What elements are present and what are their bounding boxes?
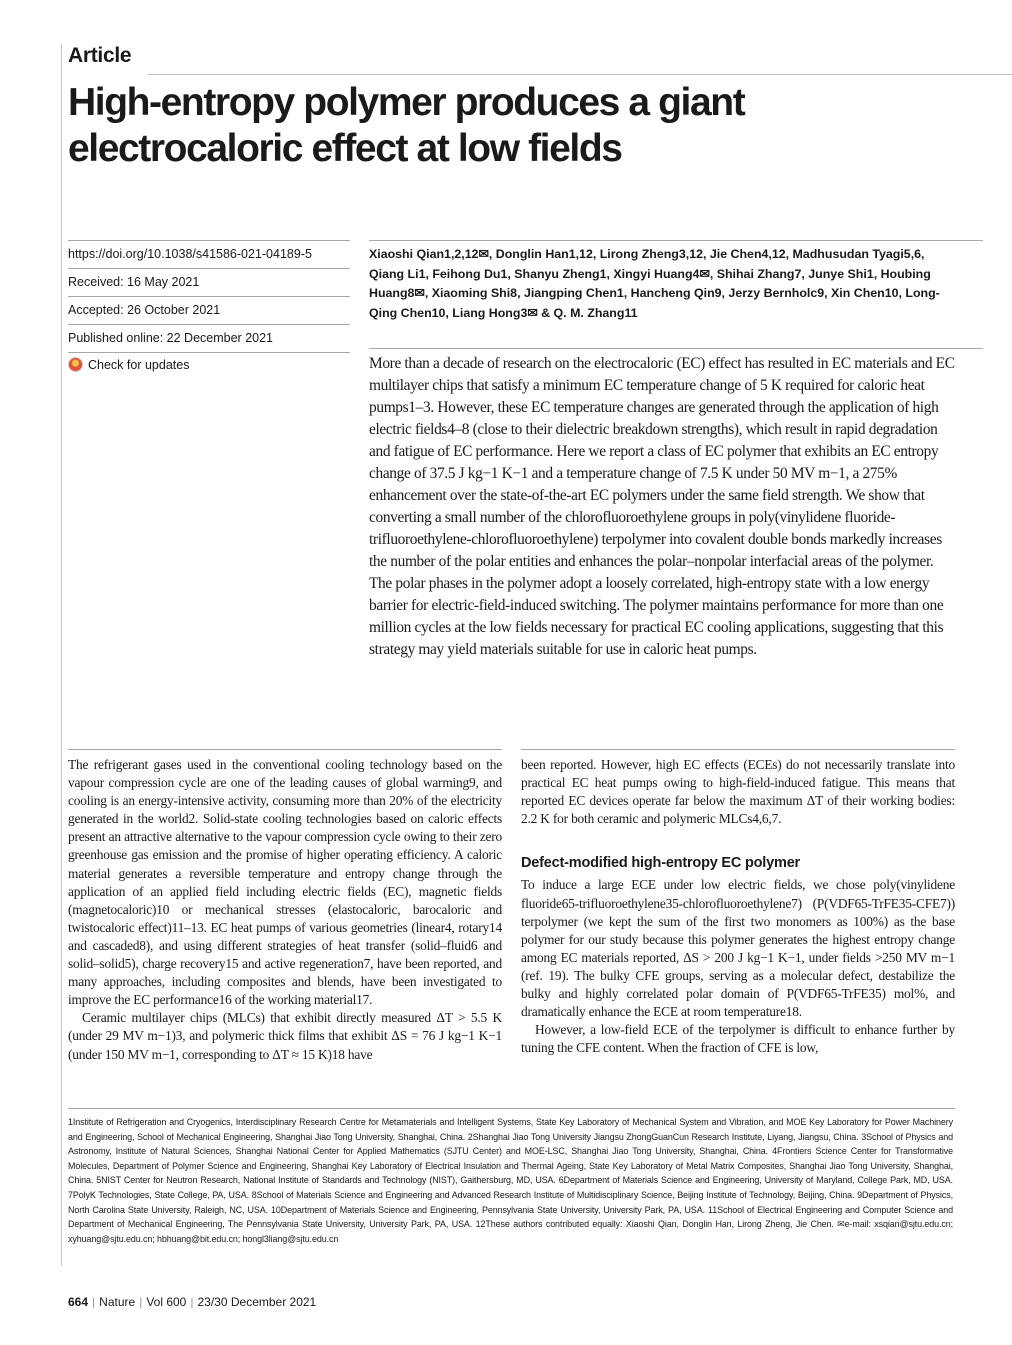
check-for-updates-label: Check for updates — [88, 357, 190, 372]
article-type-label: Article — [68, 44, 132, 67]
accepted-date: Accepted: 26 October 2021 — [68, 296, 350, 324]
header-rule — [148, 74, 1012, 75]
journal-name: Nature — [99, 1295, 136, 1309]
article-title: High-entropy polymer produces a giant electrocaloric effect at low fields — [68, 81, 745, 170]
column-rule-left — [68, 749, 502, 750]
body-paragraph: The refrigerant gases used in the conventional cooling technology based on the vapour compression cycle are one of the leading causes of global warming9, and cooling is an energy-intensive activity, consuming more than 20% of the electricity generated in the world2. Solid-state cooling technologies based on caloric effects present an attractive alternative to the vapour compression cycle owing to their zero greenhouse gas emission and the promise of higher operating efficiency. A caloric material generates a reversible temperature and entropy change through the application of an applied field including electric fields (EC), magnetic fields (magnetocaloric)10 or mechanical stresses (elastocaloric, barocaloric and twistocaloric effect)11–13. EC heat pumps of various geometries (linear4, rotary14 and cascaded8), and using different strategies of heat transfer (solid–fluid6 and solid–solid5), charge recovery15 and active regeneration7, have been reported, and many approaches, including composites and blends, have been investigated to improve the EC performance16 of the working material17. — [68, 757, 502, 1008]
published-date: Published online: 22 December 2021 — [68, 324, 350, 352]
volume: Vol 600 — [146, 1295, 187, 1309]
article-metadata — [68, 240, 350, 372]
affiliations-footnote: 1Institute of Refrigeration and Cryogenics, Interdisciplinary Research Centre for Metamaterials and Intelligent Systems, State Key Laboratory of Mechanical System and Vibration, and MOE Key Laboratory for Power Machinery and Engineering, School of Mechanical Engineering, Shanghai Jiao Tong University, Shanghai, China. 2Shanghai Jiao Tong University Jiangsu ZhongGuanCun Research Institute, Liyang, Jiangsu, China. 3School of Physics and Astronomy, Institute of Natural Sciences, Shanghai National Center for Applied Mathematics (SJTU Center) and MOE-LSC, Shanghai Jiao Tong University, Shanghai, China. 4Frontiers Science Center for Transformative Molecules, Department of Polymer Science and Engineering, Shanghai Key Laboratory of Electrical Insulation and Thermal Ageing, State Key Laboratory of Metal Matrix Composites, Shanghai Jiao Tong University, Shanghai, China. 5NIST Center for Neutron Research, National Institute of Standards and Technology (NIST), Gaithersburg, MD, USA. 6Department of Materials Science and Engineering, University of Maryland, College Park, MD, USA. 7PolyK Technologies, State College, PA, USA. 8School of Materials Science and Engineering and Advanced Research Institute of Multidisciplinary Science, Beijing Institute of Technology, Beijing, China. 9Department of Physics, North Carolina State University, Raleigh, NC, USA. 10Department of Materials Science and Engineering, Pennsylvania State University, University Park, PA, USA. 11School of Electrical Engineering and Computer Science and Department of Mechanical Engineering, The Pennsylvania State University, University Park, PA, USA. 12These authors contributed equally: Xiaoshi Qian, Donglin Han, Lirong Zheng, Jie Chen. ✉e-mail: xsqian@sjtu.edu.cn; xyhuang@sjtu.edu.cn; hbhuang@bit.edu.cn; hongl3liang@sjtu.edu.cn — [68, 1117, 953, 1244]
body-paragraph: been reported. However, high EC effects (ECEs) do not necessarily translate into practical EC heat pumps owing to high-field-induced fatigue. This means that reported EC devices operate far below the maximum ΔT of their working bodies: 2.2 K for both ceramic and polymeric MLCs4,6,7. — [521, 757, 955, 827]
issue-date: 23/30 December 2021 — [197, 1295, 317, 1309]
abstract: More than a decade of research on the electrocaloric (EC) effect has resulted in EC materials and EC multilayer chips that satisfy a minimum EC temperature change of 5 K required for caloric heat pumps1–3. However, these EC temperature changes are generated through the application of high electric fields4–8 (close to their dielectric breakdown strengths), which result in rapid degradation and fatigue of EC performance. Here we report a class of EC polymer that exhibits an EC entropy change of 37.5 J kg−1 K−1 and a temperature change of 7.5 K under 50 MV m−1, a 275% enhancement over the state-of-the-art EC polymers under the same field strength. We show that converting a small number of the chlorofluoroethylene groups in poly(vinylidene fluoride-trifluoroethylene-chlorofluoroethylene) terpolymer into covalent double bonds markedly increases the number of the polar entities and enhances the polar–nonpolar interfacial areas of the polymer. The polar phases in the polymer adopt a loosely correlated, high-entropy state with a low energy barrier for electric-field-induced switching. The polymer maintains performance for more than one million cycles at the low fields necessary for practical EC cooling applications, suggesting that this strategy may yield materials suitable for use in caloric heat pumps. — [369, 355, 955, 658]
abstract-rule — [369, 348, 983, 349]
doi-link[interactable]: https://doi.org/10.1038/s41586-021-04189-5 — [68, 240, 350, 268]
page-footer — [68, 1295, 316, 1309]
check-for-updates-link[interactable] — [68, 352, 350, 372]
section-heading: Defect-modified high-entropy EC polymer — [521, 855, 800, 872]
separator: | — [190, 1295, 194, 1309]
body-paragraph: However, a low-field ECE of the terpolymer is difficult to enhance further by tuning the CFE content. When the fraction of CFE is low, — [521, 1022, 955, 1056]
received-date: Received: 16 May 2021 — [68, 268, 350, 296]
crossmark-icon — [68, 357, 83, 372]
body-paragraph: Ceramic multilayer chips (MLCs) that exhibit directly measured ΔT > 5.5 K (under 29 MV m−1)3, and polymeric thick films that exhibit ΔS = 76 J kg−1 K−1 (under 150 MV m−1, corresponding to ΔT ≈ 15 K)18 have — [68, 1010, 502, 1062]
body-column-left — [68, 756, 502, 1064]
authors-rule — [369, 240, 983, 241]
page-number: 664 — [68, 1295, 89, 1309]
body-paragraph: To induce a large ECE under low electric fields, we chose poly(vinylidene fluoride65-trifluoroethylene35-chlorofluoroethylene7) (P(VDF65-TrFE35-CFE7)) terpolymer (we kept the sum of the first two monomers as 100%) as the base polymer for our study because this polymer generates the highest entropy change among EC materials reported, ΔS > 200 J kg−1 K−1, under fields >250 MV m−1 (ref. 19). The bulky CFE groups, serving as a molecular defect, destabilize the bulky and highly correlated polar domain of P(VDF65-TrFE35) mol%, and dramatically enhance the ECE at room temperature18. — [521, 877, 955, 1020]
footnote-rule — [68, 1108, 955, 1109]
separator: | — [92, 1295, 96, 1309]
left-margin-rule — [61, 44, 62, 1266]
body-column-right — [521, 756, 955, 1057]
column-rule-right — [521, 749, 955, 750]
author-list: Xiaoshi Qian1,2,12✉, Donglin Han1,12, Lirong Zheng3,12, Jie Chen4,12, Madhusudan Tyagi5,6, Qiang Li1, Feihong Du1, Shanyu Zheng1, Xingyi Huang4✉, Shihai Zhang7, Junye Shi1, Houbing Huang8✉, Xiaoming Shi8, Jiangping Chen1, Hancheng Qin9, Jerzy Bernholc9, Xin Chen10, Long-Qing Chen10, Liang Hong3✉ & Q. M. Zhang11 — [369, 247, 940, 320]
separator: | — [139, 1295, 143, 1309]
